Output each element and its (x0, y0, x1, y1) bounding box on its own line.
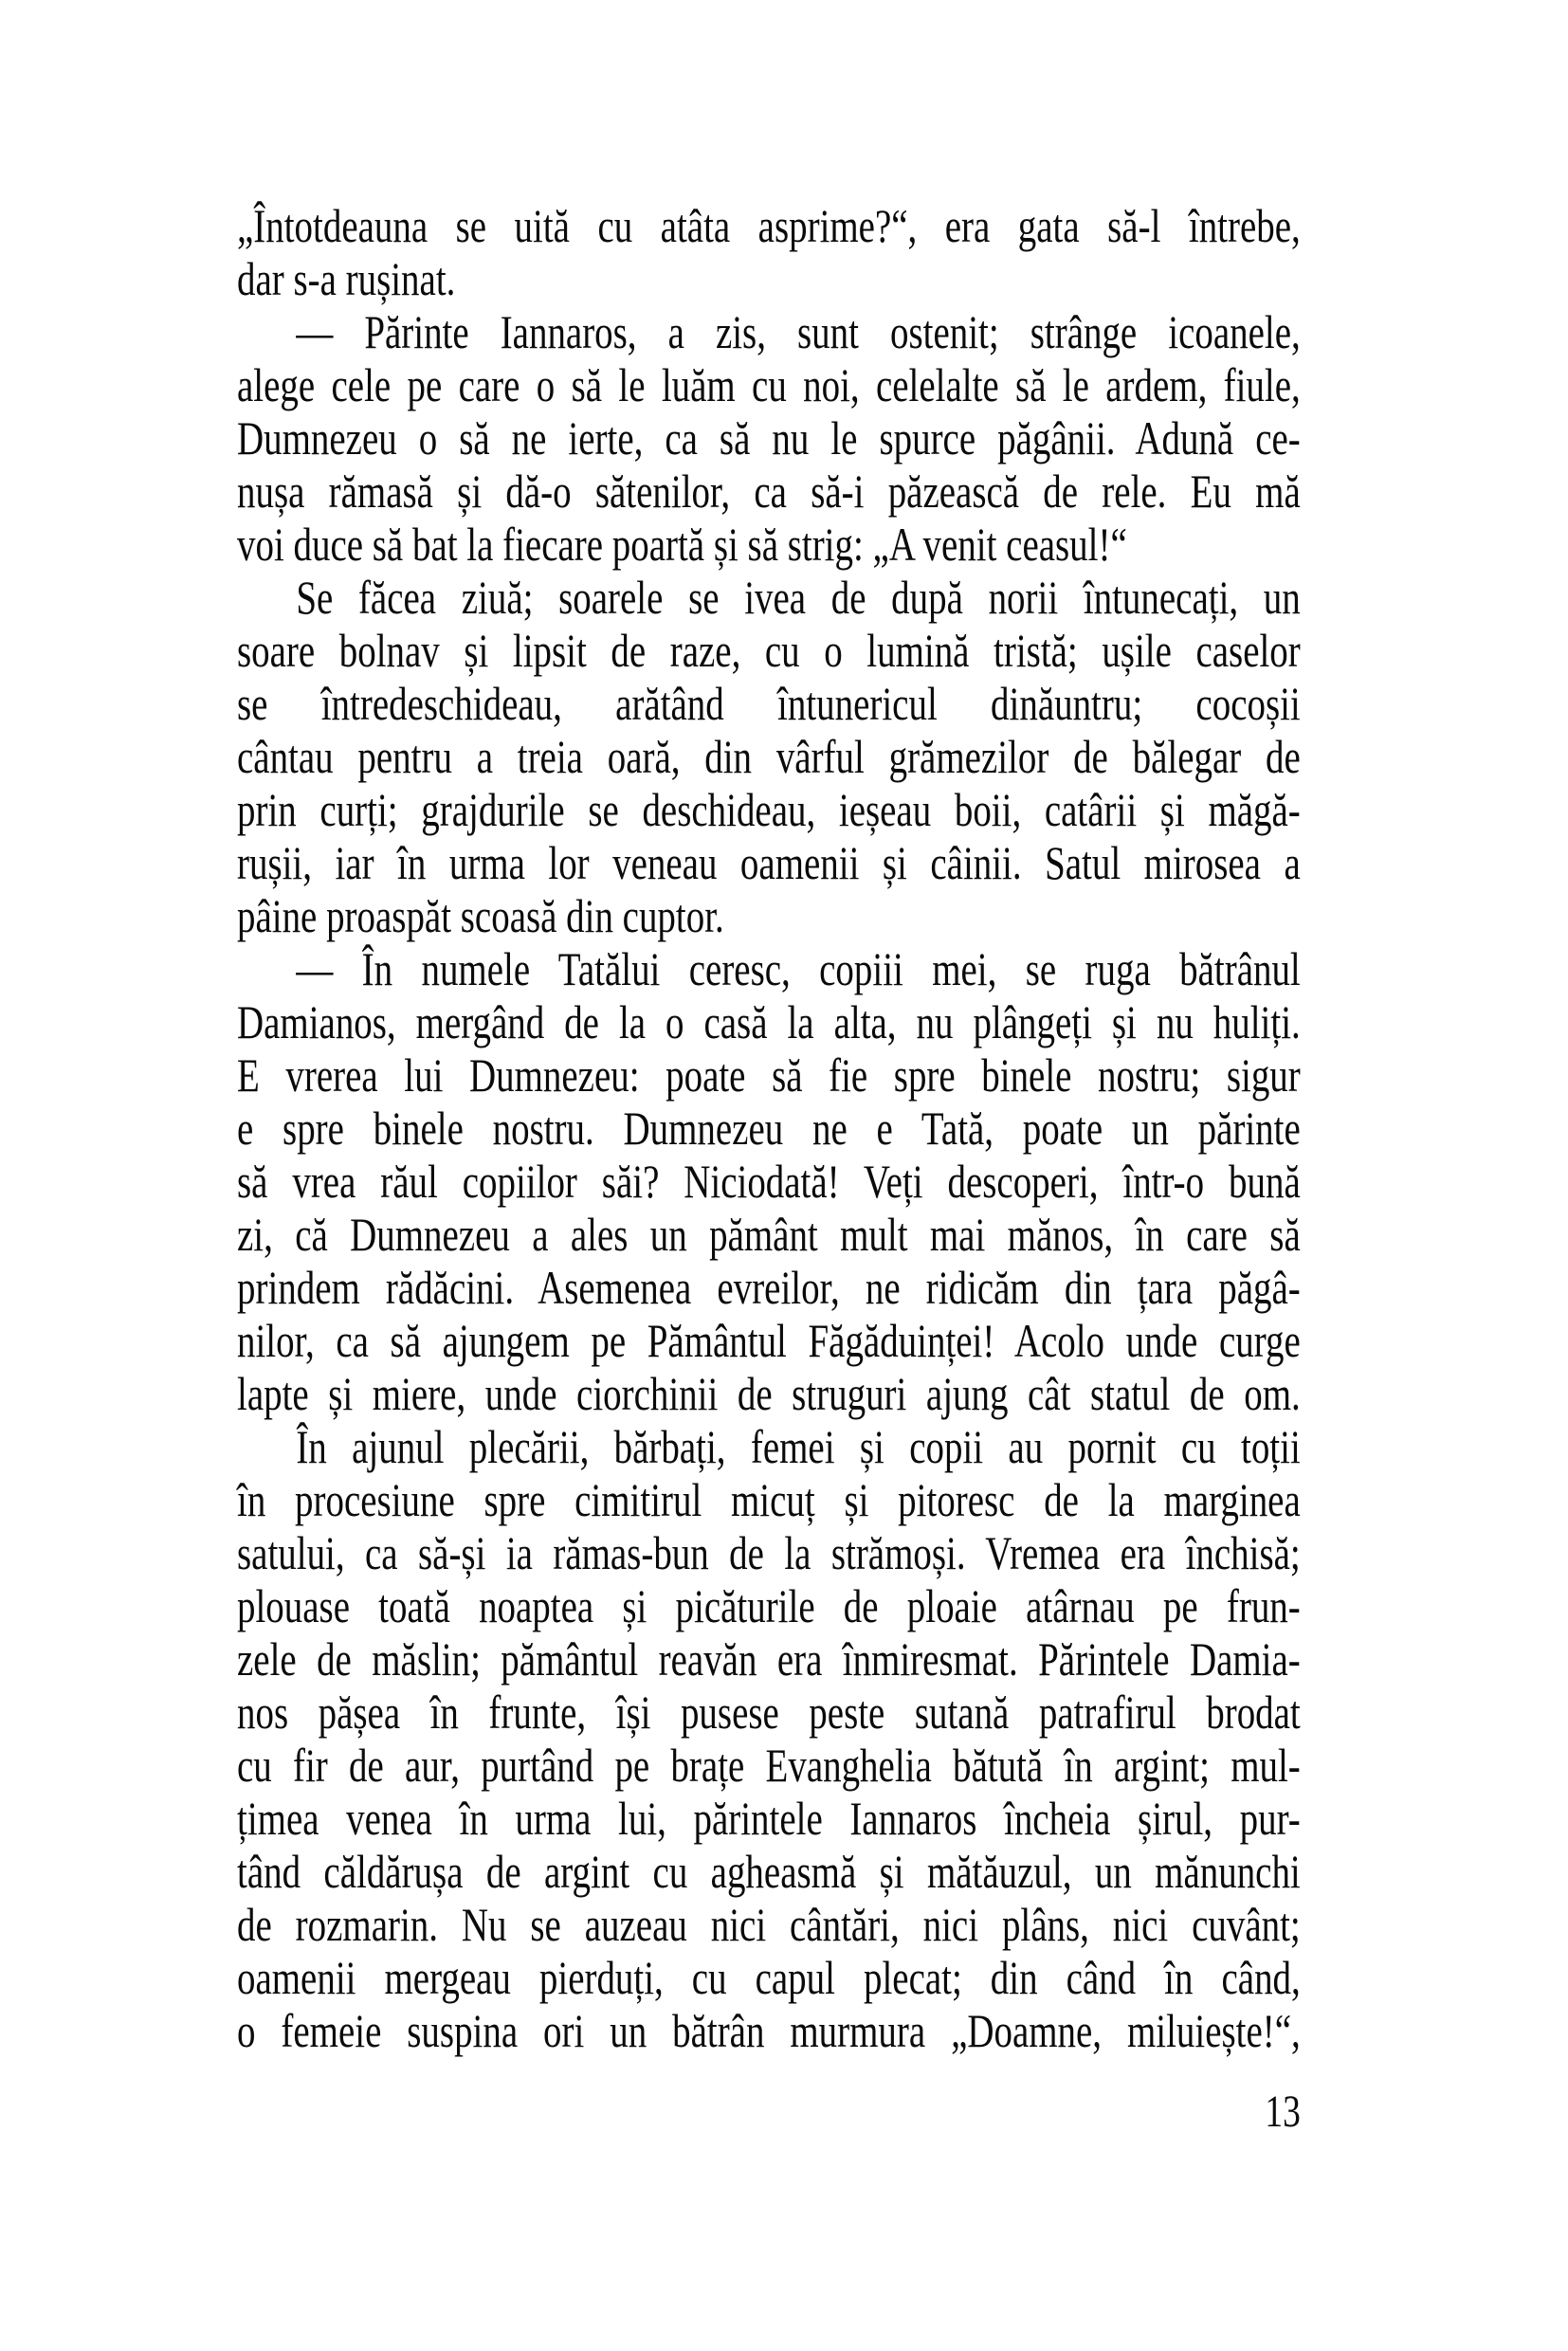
text-line: E vrerea lui Dumnezeu: poate să fie spre binele nostru; sigur (237, 1048, 1301, 1102)
text-block (237, 199, 1301, 2057)
text-line: în procesiune spre cimitirul micuț și pitoresc de la marginea (237, 1473, 1301, 1526)
text-line: nușa rămasă și dă-o sătenilor, ca să-i păzească de rele. Eu mă (237, 465, 1301, 518)
text-line: pâine proaspăt scoasă din cuptor. (237, 889, 724, 942)
text-line: prindem rădăcini. Asemenea evreilor, ne ridicăm din țara păgâ- (237, 1261, 1301, 1314)
text-line: lapte și miere, unde ciorchinii de struguri ajung cât statul de om. (237, 1367, 1301, 1420)
text-line: plouase toată noaptea și picăturile de ploaie atârnau pe frun- (237, 1579, 1301, 1632)
text-line: soare bolnav și lipsit de raze, cu o lumină tristă; ușile caselor (237, 624, 1301, 677)
text-line: zele de măslin; pământul reavăn era înmiresmat. Părintele Damia- (237, 1632, 1301, 1686)
text-line: — Părinte Iannaros, a zis, sunt ostenit; strânge icoanele, (296, 305, 1301, 358)
text-line: cântau pentru a treia oară, din vârful grămezilor de bălegar de (237, 730, 1301, 783)
text-line: Dumnezeu o să ne ierte, ca să nu le spurce păgânii. Adună ce- (237, 411, 1301, 465)
text-line: cu fir de aur, purtând pe brațe Evanghelia bătută în argint; mul- (237, 1739, 1301, 1792)
text-line: țimea venea în urma lui, părintele Iannaros încheia șirul, pur- (237, 1792, 1301, 1845)
page-number: 13 (1265, 2087, 1301, 2137)
text-line: de rozmarin. Nu se auzeau nici cântări, nici plâns, nici cuvânt; (237, 1898, 1301, 1951)
text-line: e spre binele nostru. Dumnezeu ne e Tată, poate un părinte (237, 1102, 1301, 1155)
text-line: nilor, ca să ajungem pe Pământul Făgăduinței! Acolo unde curge (237, 1314, 1301, 1367)
text-line: „Întotdeauna se uită cu atâta asprime?“, era gata să-l întrebe, (237, 199, 1301, 252)
text-line: voi duce să bat la fiecare poartă și să strig: „A venit ceasul!“ (237, 518, 1127, 571)
text-line: se întredeschideau, arătând întunericul dinăuntru; cocoșii (237, 677, 1301, 730)
text-line: oamenii mergeau pierduți, cu capul plecat; din când în când, (237, 1951, 1301, 2004)
text-line: tând căldărușa de argint cu agheasmă și mătăuzul, un mănunchi (237, 1845, 1301, 1898)
text-line: Damianos, mergând de la o casă la alta, nu plângeți și nu huliți. (237, 995, 1301, 1048)
text-line: o femeie suspina ori un bătrân murmura „Doamne, miluiește!“, (237, 2004, 1301, 2057)
text-line: — În numele Tatălui ceresc, copiii mei, se ruga bătrânul (296, 942, 1301, 995)
text-line: alege cele pe care o să le luăm cu noi, celelalte să le ardem, fiule, (237, 358, 1301, 411)
text-line: dar s-a rușinat. (237, 252, 456, 305)
text-line: rușii, iar în urma lor veneau oamenii și câinii. Satul mirosea a (237, 836, 1301, 889)
text-line: prin curți; grajdurile se deschideau, ieșeau boii, catârii și măgă- (237, 783, 1301, 836)
text-line: să vrea răul copiilor săi? Niciodată! Veți descoperi, într-o bună (237, 1155, 1301, 1208)
text-line: zi, că Dumnezeu a ales un pământ mult mai mănos, în care să (237, 1208, 1301, 1261)
text-line: satului, ca să-și ia rămas-bun de la strămoși. Vremea era închisă; (237, 1526, 1301, 1579)
text-line: În ajunul plecării, bărbați, femei și copii au pornit cu toții (296, 1420, 1301, 1473)
text-line: Se făcea ziuă; soarele se ivea de după norii întunecați, un (296, 571, 1301, 624)
text-line: nos pășea în frunte, își pusese peste sutană patrafirul brodat (237, 1686, 1301, 1739)
